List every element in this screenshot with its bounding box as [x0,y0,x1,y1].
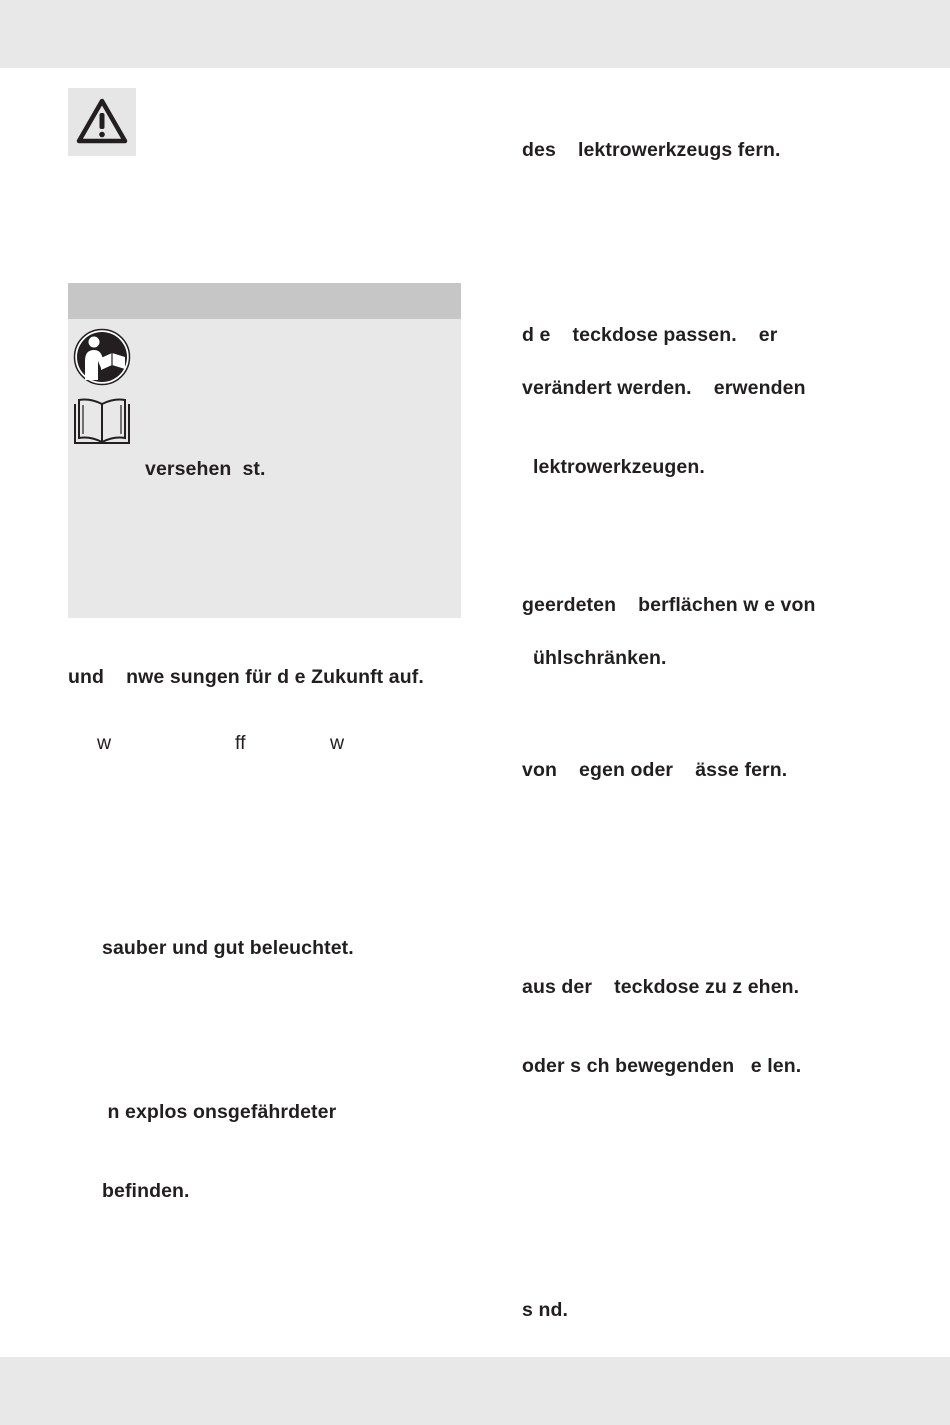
bottom-band [0,1357,950,1425]
box-text-versehen: versehen st. [145,458,266,480]
manual-book-icon [73,396,131,446]
text-fragment-1: w [97,732,112,754]
right-text-line-3: verändert werden. erwenden [522,377,806,399]
text-line-future: und nwe sungen für d e Zukunft auf. [68,666,424,688]
right-text-line-8: aus der teckdose zu z ehen. [522,976,800,998]
warning-box [68,88,136,156]
text-fragment-3: w [330,732,345,754]
right-text-line-9: oder s ch bewegenden e len. [522,1055,802,1077]
warning-triangle-icon [76,97,128,145]
right-text-line-7: von egen oder ässe fern. [522,759,788,781]
text-fragment-2: ff [235,732,246,754]
text-line-explosive: n explos onsgefährdeter [102,1101,337,1123]
read-manual-icon [73,328,131,386]
right-text-line-10: s nd. [522,1299,569,1321]
text-line-located: befinden. [102,1180,190,1202]
top-band [0,0,950,68]
right-text-line-4: lektrowerkzeugen. [522,456,705,478]
right-text-line-6: ühlschränken. [522,647,667,669]
right-text-line-1: des lektrowerkzeugs fern. [522,139,781,161]
right-text-line-5: geerdeten berflächen w e von [522,594,816,616]
info-box-header [68,283,461,319]
right-text-line-2: d e teckdose passen. er [522,324,778,346]
text-line-clean: sauber und gut beleuchtet. [102,937,354,959]
